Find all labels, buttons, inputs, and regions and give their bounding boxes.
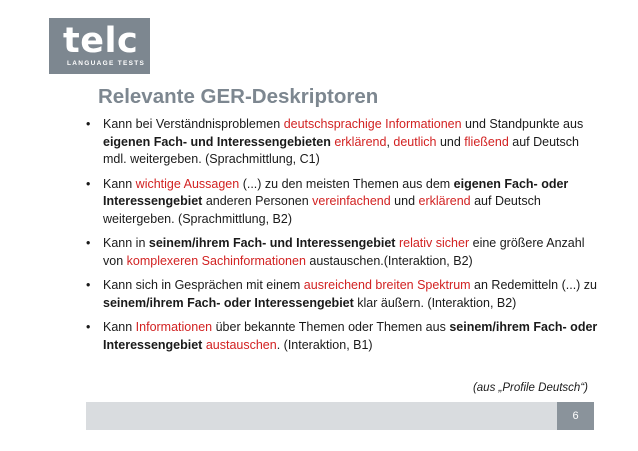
logo-subtitle: LANGUAGE TESTS — [67, 60, 146, 67]
body-text: anderen Personen — [202, 194, 313, 208]
bullet-marker: • — [86, 320, 91, 334]
body-text: klar äußern. (Interaktion, B2) — [353, 295, 517, 310]
body-text: und — [390, 194, 419, 208]
highlight-text: relativ sicher — [398, 236, 470, 250]
bold-text: seinem/ihrem Fach- und Interessengebiet — [148, 236, 396, 250]
body-text: auf Deutsch weitergeben. (Sprachmittlung, B2) — [103, 194, 541, 226]
body-text: . (Interaktion, B1) — [276, 337, 373, 352]
bullet-marker: • — [86, 117, 91, 131]
descriptor-item — [86, 235, 606, 270]
body-text: Kann bei Verständnisproblemen — [103, 117, 284, 131]
highlight-text: Informationen — [135, 320, 213, 334]
descriptor-item — [86, 176, 606, 229]
body-text: an Redemitteln (...) zu — [470, 278, 598, 292]
highlight-text: austauschen — [205, 337, 277, 352]
body-text: Kann — [103, 176, 136, 191]
bold-text: eigenen Fach- und Interessengebieten — [103, 134, 331, 149]
highlight-text: erklärend — [418, 194, 471, 208]
descriptor-item — [86, 116, 606, 169]
body-text: (...) zu den meisten Themen aus dem — [239, 176, 454, 191]
descriptor-item — [86, 319, 606, 354]
highlight-text: komplexeren Sachinformationen — [126, 253, 306, 268]
body-text: über bekannte Themen oder Themen aus — [212, 320, 450, 334]
highlight-text: wichtige Aussagen — [135, 176, 240, 191]
bold-text: seinem/ihrem Fach- oder Interessengebiet — [103, 320, 598, 352]
page-number: 6 — [557, 402, 594, 430]
slide-title: Relevante GER-Deskriptoren — [98, 85, 379, 108]
bold-text: seinem/ihrem Fach- oder Interessengebiet — [103, 295, 354, 310]
telc-logo — [49, 18, 150, 74]
body-text: und Standpunkte aus — [461, 117, 584, 131]
bold-text: eigenen Fach- oder Interessengebiet — [103, 176, 569, 208]
body-text: und — [436, 134, 465, 149]
highlight-text: ausreichend breiten Spektrum — [303, 278, 471, 292]
descriptor-item — [86, 277, 606, 312]
bullet-marker: • — [86, 176, 91, 191]
body-text: Kann sich in Gesprächen mit einem — [103, 278, 304, 292]
body-text: , — [386, 134, 394, 149]
highlight-text: deutlich — [393, 134, 437, 149]
bullet-marker: • — [86, 236, 91, 250]
body-text: eine größere Anzahl von — [103, 236, 585, 268]
source-citation: (aus „Profile Deutsch“) — [472, 382, 588, 394]
highlight-text: vereinfachend — [312, 194, 391, 208]
descriptor-list — [86, 116, 606, 361]
body-text: austauschen.(Interaktion, B2) — [305, 253, 473, 268]
highlight-text: erklärend — [334, 134, 387, 149]
body-text: Kann — [103, 320, 136, 334]
body-text: Kann in — [103, 236, 149, 250]
highlight-text: fließend — [464, 134, 509, 149]
footer-bar — [86, 402, 594, 430]
highlight-text: deutschsprachige Informationen — [283, 117, 462, 131]
logo-wordmark: telc — [63, 21, 139, 61]
bullet-marker: • — [86, 278, 91, 292]
body-text: auf Deutsch mdl. weitergeben. (Sprachmittlung, C1) — [103, 134, 579, 166]
